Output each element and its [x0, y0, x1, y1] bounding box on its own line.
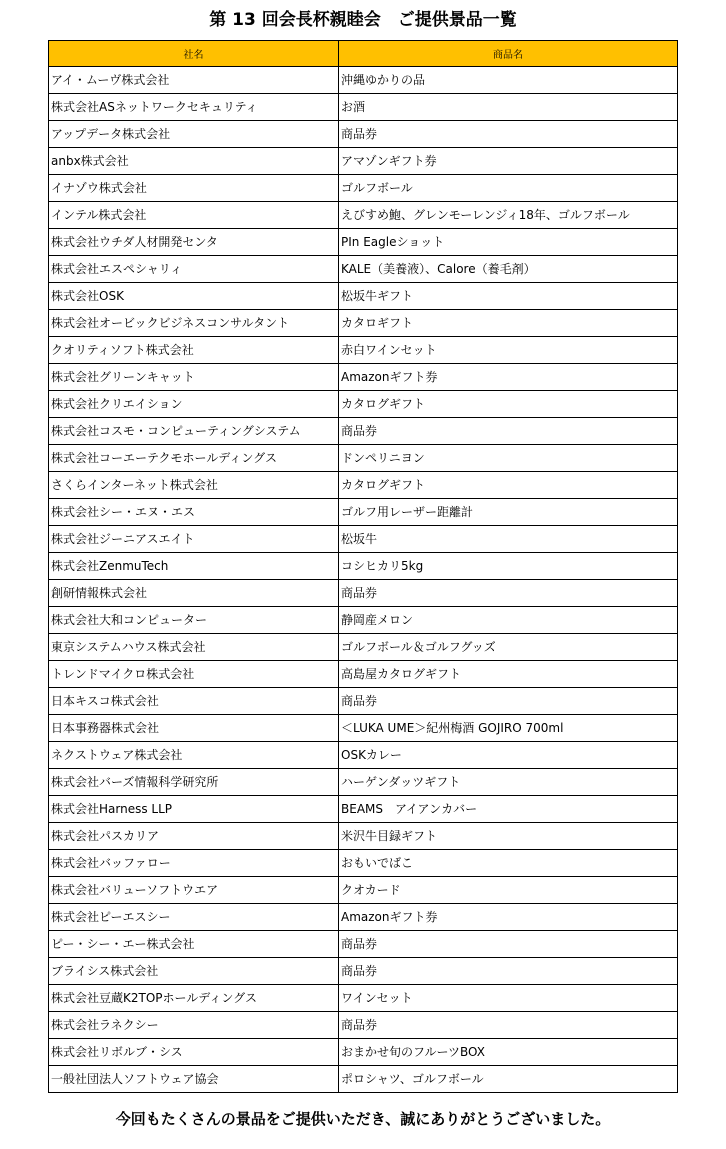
company-cell: 株式会社コスモ・コンピューティングシステム [49, 418, 339, 445]
table-row [49, 229, 678, 256]
company-cell: 株式会社豆蔵K2TOPホールディングス [49, 985, 339, 1012]
company-cell: 株式会社リボルブ・シス [49, 1039, 339, 1066]
prize-cell: Amazonギフト券 [339, 904, 678, 931]
prize-cell: 商品券 [339, 580, 678, 607]
prize-cell: ドンペリニヨン [339, 445, 678, 472]
table-row [49, 148, 678, 175]
table-body [49, 67, 678, 1093]
table-row [49, 634, 678, 661]
table-row [49, 418, 678, 445]
company-cell: ネクストウェア株式会社 [49, 742, 339, 769]
prize-cell: ハーゲンダッツギフト [339, 769, 678, 796]
company-cell: 株式会社エスペシャリィ [49, 256, 339, 283]
table-row [49, 904, 678, 931]
company-cell: ピー・シー・エー株式会社 [49, 931, 339, 958]
prize-cell: ワインセット [339, 985, 678, 1012]
column-header-prize: 商品名 [339, 41, 678, 67]
prize-cell: 松坂牛 [339, 526, 678, 553]
prize-cell: 商品券 [339, 121, 678, 148]
company-cell: 株式会社オービックビジネスコンサルタント [49, 310, 339, 337]
table-row [49, 526, 678, 553]
company-cell: トレンドマイクロ株式会社 [49, 661, 339, 688]
prize-cell: Amazonギフト券 [339, 364, 678, 391]
company-cell: 東京システムハウス株式会社 [49, 634, 339, 661]
company-cell: ブライシス株式会社 [49, 958, 339, 985]
table-row [49, 256, 678, 283]
prize-cell: おもいでばこ [339, 850, 678, 877]
company-cell: 株式会社グリーンキャット [49, 364, 339, 391]
company-cell: 株式会社ウチダ人材開発センタ [49, 229, 339, 256]
company-cell: 株式会社大和コンピューター [49, 607, 339, 634]
prize-cell: お酒 [339, 94, 678, 121]
company-cell: anbx株式会社 [49, 148, 339, 175]
company-cell: アイ・ムーヴ株式会社 [49, 67, 339, 94]
prize-cell: おまかせ旬のフルーツBOX [339, 1039, 678, 1066]
thank-you-message: 今回もたくさんの景品をご提供いただき、誠にありがとうございました。 [115, 1110, 611, 1128]
prize-cell: コシヒカリ5kg [339, 553, 678, 580]
company-cell: 株式会社バーズ情報科学研究所 [49, 769, 339, 796]
company-cell: 株式会社ASネットワークセキュリティ [49, 94, 339, 121]
prize-cell: 沖縄ゆかりの品 [339, 67, 678, 94]
company-cell: 株式会社ジーニアスエイト [49, 526, 339, 553]
table-row [49, 175, 678, 202]
column-header-company: 社名 [49, 41, 339, 67]
table-row [49, 337, 678, 364]
prize-cell: 赤白ワインセット [339, 337, 678, 364]
table-row [49, 877, 678, 904]
company-cell: 株式会社ラネクシー [49, 1012, 339, 1039]
table-row [49, 553, 678, 580]
prize-cell: カタログギフト [339, 472, 678, 499]
company-cell: 株式会社ZenmuTech [49, 553, 339, 580]
company-cell: 株式会社シー・エヌ・エス [49, 499, 339, 526]
prize-cell: えびすめ鮑、グレンモーレンジィ18年、ゴルフボール [339, 202, 678, 229]
prize-cell: 静岡産メロン [339, 607, 678, 634]
prize-cell: 米沢牛目録ギフト [339, 823, 678, 850]
table-row [49, 715, 678, 742]
company-cell: 株式会社ピーエスシー [49, 904, 339, 931]
table-row [49, 607, 678, 634]
table-row [49, 310, 678, 337]
company-cell: イナゾウ株式会社 [49, 175, 339, 202]
company-cell: 創研情報株式会社 [49, 580, 339, 607]
prize-cell: ポロシャツ、ゴルフボール [339, 1066, 678, 1093]
table-row [49, 769, 678, 796]
company-cell: クオリティソフト株式会社 [49, 337, 339, 364]
company-cell: 日本キスコ株式会社 [49, 688, 339, 715]
company-cell: アップデータ株式会社 [49, 121, 339, 148]
prize-cell: BEAMS アイアンカバー [339, 796, 678, 823]
table-row [49, 67, 678, 94]
prize-cell: ＜LUKA UME＞紀州梅酒 GOJIRO 700ml [339, 715, 678, 742]
company-cell: 日本事務器株式会社 [49, 715, 339, 742]
company-cell: 株式会社コーエーテクモホールディングス [49, 445, 339, 472]
table-row [49, 202, 678, 229]
prize-cell: カタログギフト [339, 391, 678, 418]
prize-cell: 松坂牛ギフト [339, 283, 678, 310]
page-title: 第 13 回会長杯親睦会 ご提供景品一覧 [209, 10, 517, 30]
prize-cell: アマゾンギフト券 [339, 148, 678, 175]
prize-table [48, 40, 678, 1093]
company-cell: 一般社団法人ソフトウェア協会 [49, 1066, 339, 1093]
prize-cell: KALE（美養液）、Calore（養毛剤） [339, 256, 678, 283]
company-cell: 株式会社OSK [49, 283, 339, 310]
table-row [49, 580, 678, 607]
prize-cell: 商品券 [339, 958, 678, 985]
table-row [49, 661, 678, 688]
table-row [49, 283, 678, 310]
prize-cell: 高島屋カタログギフト [339, 661, 678, 688]
prize-cell: クオカード [339, 877, 678, 904]
prize-cell: OSKカレー [339, 742, 678, 769]
prize-cell: 商品券 [339, 418, 678, 445]
table-row [49, 499, 678, 526]
prize-cell: PIn Eagleショット [339, 229, 678, 256]
prize-cell: 商品券 [339, 931, 678, 958]
company-cell: 株式会社Harness LLP [49, 796, 339, 823]
prize-cell: 商品券 [339, 688, 678, 715]
table-row [49, 958, 678, 985]
table-row [49, 445, 678, 472]
company-cell: さくらインターネット株式会社 [49, 472, 339, 499]
table-row [49, 1012, 678, 1039]
company-cell: インテル株式会社 [49, 202, 339, 229]
company-cell: 株式会社バッファロー [49, 850, 339, 877]
table-row [49, 823, 678, 850]
table-row [49, 472, 678, 499]
table-row [49, 391, 678, 418]
table-row [49, 1039, 678, 1066]
prize-cell: ゴルフ用レーザー距離計 [339, 499, 678, 526]
table-row [49, 931, 678, 958]
table-row [49, 364, 678, 391]
prize-cell: 商品券 [339, 1012, 678, 1039]
table-row [49, 121, 678, 148]
company-cell: 株式会社パスカリア [49, 823, 339, 850]
company-cell: 株式会社クリエイション [49, 391, 339, 418]
company-cell: 株式会社バリューソフトウエア [49, 877, 339, 904]
table-header-row [49, 41, 678, 67]
table-row [49, 796, 678, 823]
prize-cell: カタロギフト [339, 310, 678, 337]
prize-cell: ゴルフボール [339, 175, 678, 202]
prize-cell: ゴルフボール＆ゴルフグッズ [339, 634, 678, 661]
table-row [49, 94, 678, 121]
table-row [49, 688, 678, 715]
table-row [49, 985, 678, 1012]
table-row [49, 742, 678, 769]
table-row [49, 1066, 678, 1093]
table-row [49, 850, 678, 877]
